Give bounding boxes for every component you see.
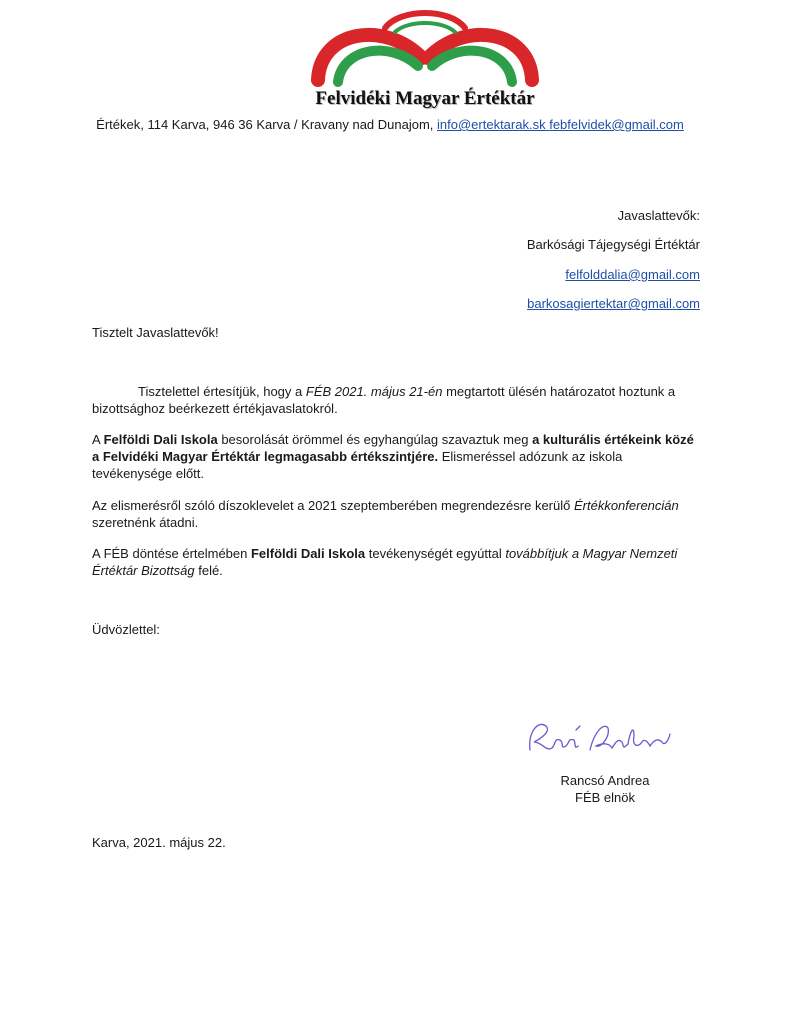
signer-title: FÉB elnök [575,790,635,805]
p1-text-a: Tisztelettel értesítjük, hogy a [138,384,306,399]
paragraph-3 [92,497,702,531]
p3-text-a: Az elismerésről szóló díszoklevelet a 2021 szeptemberében megrendezésre kerülő [92,498,574,513]
paragraph-2 [92,431,702,482]
p2-text-c: besorolását örömmel és egyhangúlag szavaztuk meg [217,432,533,447]
p4-forwarding: továbbítjuk a Magyar Nemzeti Értéktár Bizottság [92,546,678,578]
p3-text-c: szeretnénk átadni. [92,515,199,530]
signer-block [530,772,680,806]
letter-body [92,324,702,578]
recipient-block [527,208,700,326]
p3-conference: Értékkonferencián [573,498,679,513]
hungarian-flag-arches-logo [290,10,560,90]
paragraph-4 [92,545,702,579]
p4-school-name: Felföldi Dali Iskola [250,546,366,561]
p2-text-a: A [92,432,104,447]
header-email-link-1[interactable]: info@ertektarak.sk [437,117,546,132]
header-email-link-2[interactable]: febfelvidek@gmail.com [549,117,684,132]
handwritten-signature [524,712,674,762]
recipient-org: Barkósági Tájegységi Értéktár [526,237,700,253]
p1-text-c: megtartott ülésén határozatot hoztunk a bizottsághoz beérkezett értékjavaslatokról. [92,384,676,416]
recipient-label: Javaslattevők: [617,208,700,223]
place-date: Karva, 2021. május 22. [92,835,226,850]
p4-text-a: A FÉB döntése értelmében [92,546,251,561]
p2-school-name: Felföldi Dali Iskola [103,432,218,447]
recipient-email-link-2[interactable]: barkosagiertektar@gmail.com [527,296,700,312]
p2-value-level: a kulturális értékeink közé a Felvidéki Magyar Értéktár legmagasabb értékszintjére. [92,432,694,464]
recipient-email-link-1[interactable]: felfolddalia@gmail.com [565,266,700,282]
paragraph-1 [92,383,702,417]
signer-name: Rancsó Andrea [560,773,650,788]
closing: Üdvözlettel: [92,622,160,637]
p2-text-e: Elismeréssel adózunk az iskola tevékenysége előtt. [92,449,623,481]
address-text: Értékek, 114 Karva, 946 36 Karva / Kravany nad Dunajom, [96,117,438,132]
salutation: Tisztelt Javaslattevők! [92,325,219,340]
p4-text-e: felé. [194,563,223,578]
header-address [60,117,720,132]
p1-meeting-date: FÉB 2021. május 21-én [305,384,443,399]
p4-text-c: tevékenységét egyúttal [365,546,506,561]
logo-title: Felvidéki Magyar Értéktár [315,88,535,109]
